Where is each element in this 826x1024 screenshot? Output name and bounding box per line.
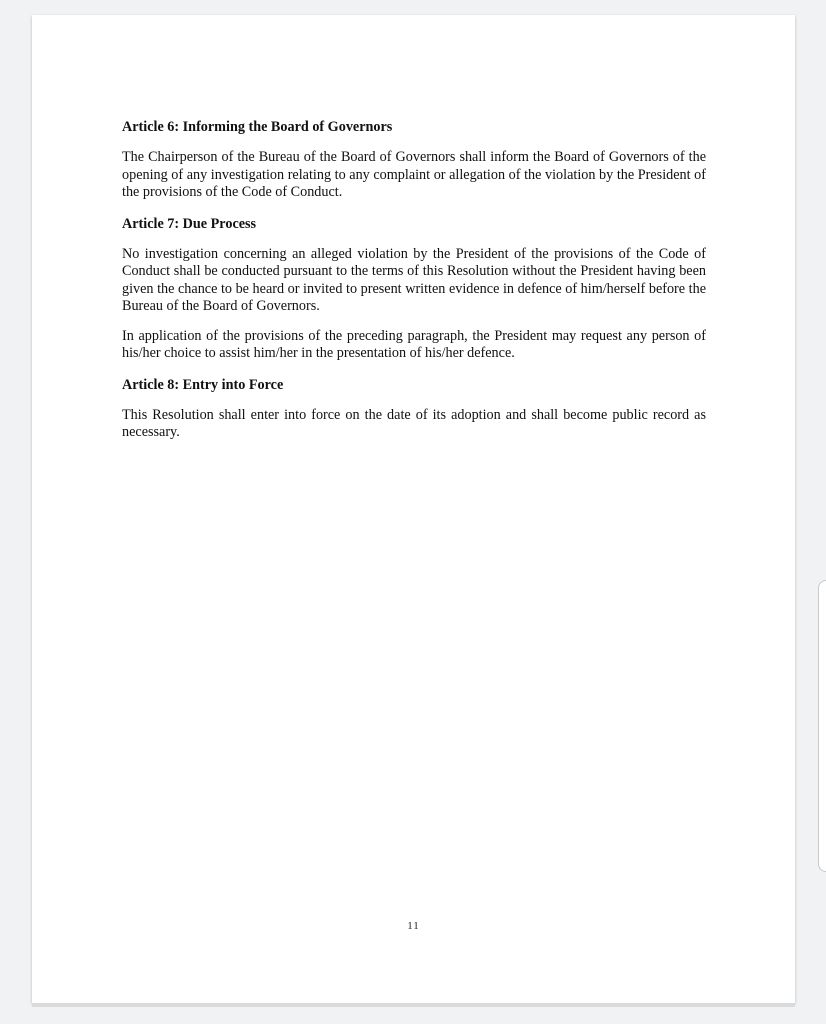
- document-page: [32, 15, 795, 1003]
- section-article-8: [122, 375, 706, 442]
- section-heading: Article 7: Due Process: [122, 215, 257, 232]
- section-article-6: [122, 117, 706, 202]
- section-paragraph: The Chairperson of the Bureau of the Board of Governors shall inform the Board of Governors of the opening of any investigation relating to any complaint or allegation of the violation by the President of the provisions of the Code of Conduct.: [122, 149, 706, 200]
- page-content: [122, 117, 706, 442]
- section-article-7: [122, 214, 706, 363]
- section-paragraph: In application of the provisions of the preceding paragraph, the President may request any person of his/her choice to assist him/her in the presentation of his/her defence.: [122, 327, 706, 361]
- page-number: 11: [407, 920, 420, 932]
- section-heading: Article 6: Informing the Board of Governors: [122, 119, 393, 135]
- section-paragraph: No investigation concerning an alleged violation by the President of the provisions of the Code of Conduct shall be conducted pursuant to the terms of this Resolution without the President having been given the chance to be heard or invited to present written evidence in defence of him/herself before the Bureau of the Board of Governors.: [122, 245, 706, 314]
- section-heading: Article 8: Entry into Force: [122, 376, 284, 393]
- page-separator: [32, 1003, 795, 1007]
- side-panel-tab[interactable]: [818, 580, 826, 872]
- section-paragraph: This Resolution shall enter into force on the date of its adoption and shall become public record as necessary.: [122, 406, 706, 440]
